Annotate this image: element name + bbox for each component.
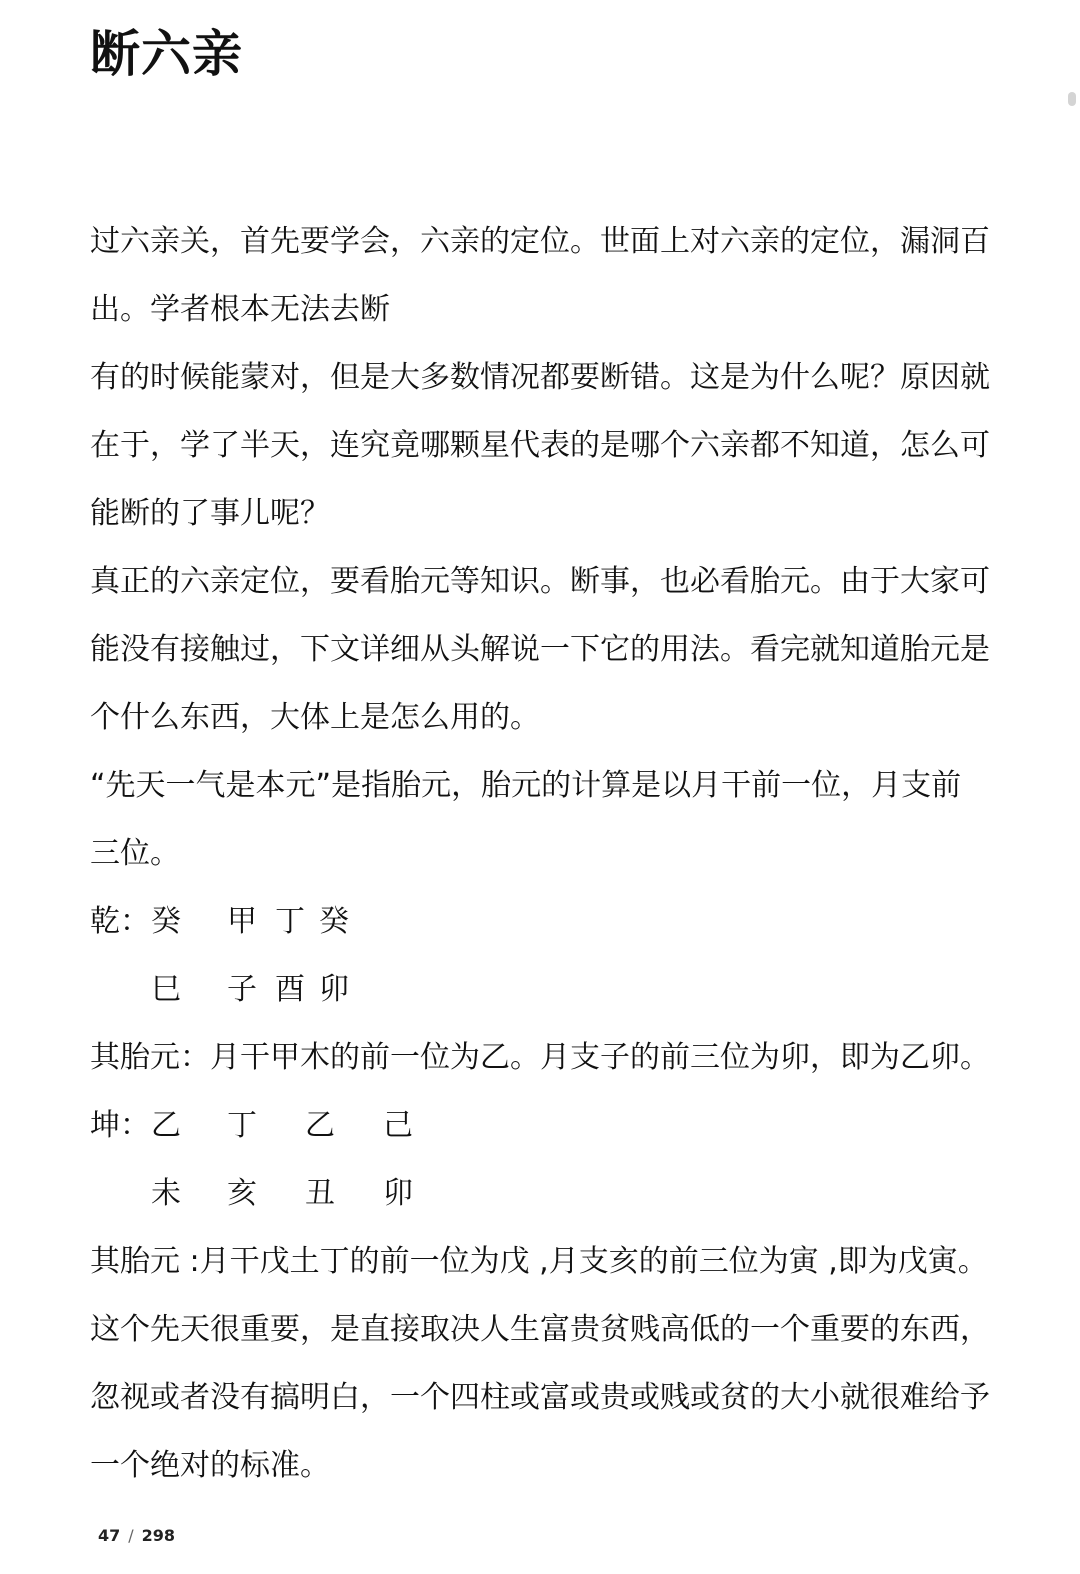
text-line: 其胎元：月干甲木的前一位为乙。月支子的前三位为卯，即为乙卯。	[90, 1040, 990, 1075]
text-line: 忽视或者没有搞明白，一个四柱或富或贵或贱或贫的大小就很难给予	[90, 1380, 990, 1415]
stem-year: 癸	[151, 904, 181, 939]
page-indicator	[98, 1524, 175, 1548]
chart-label-qian: 乾：	[90, 904, 150, 939]
current-page: 47	[98, 1526, 121, 1545]
total-pages: 298	[141, 1526, 176, 1545]
branch-hour: 卯	[383, 1176, 413, 1211]
branch-hour: 卯	[319, 972, 349, 1007]
text-line: 有的时候能蒙对，但是大多数情况都要断错。这是为什么呢？原因就	[90, 360, 990, 395]
bazi-chart-qian-branches	[90, 956, 490, 1024]
branch-month: 子	[227, 972, 257, 1007]
bazi-chart-kun-stems	[90, 1092, 490, 1160]
text-line: 真正的六亲定位，要看胎元等知识。断事，也必看胎元。由于大家可	[90, 564, 990, 599]
branch-year: 巳	[151, 972, 181, 1007]
text-line: 其胎元 :月干戊土丁的前一位为戊 ,月支亥的前三位为寅 ,即为戊寅。	[90, 1244, 988, 1279]
text-line: 在于，学了半天，连究竟哪颗星代表的是哪个六亲都不知道，怎么可	[90, 428, 990, 463]
stem-month: 丁	[227, 1108, 257, 1143]
text-line: 出。学者根本无法去断	[90, 292, 390, 327]
bazi-chart-qian-stems	[90, 888, 490, 956]
stem-hour: 癸	[319, 904, 349, 939]
page-separator: /	[128, 1526, 134, 1545]
chart-label-kun: 坤：	[90, 1108, 150, 1143]
text-line: 能断的了事儿呢？	[90, 496, 330, 531]
text-line: 过六亲关，首先要学会，六亲的定位。世面上对六亲的定位，漏洞百	[90, 224, 990, 259]
branch-year: 未	[151, 1176, 181, 1211]
page-title: 断六亲	[90, 25, 243, 83]
branch-day: 丑	[305, 1176, 335, 1211]
stem-day: 乙	[305, 1108, 335, 1143]
branch-day: 酉	[275, 972, 305, 1007]
text-line: 能没有接触过，下文详细从头解说一下它的用法。看完就知道胎元是	[90, 632, 990, 667]
stem-year: 乙	[151, 1108, 181, 1143]
branch-month: 亥	[227, 1176, 257, 1211]
bazi-chart-kun-branches	[90, 1160, 490, 1228]
stem-day: 丁	[275, 904, 305, 939]
text-line: 一个绝对的标准。	[90, 1448, 330, 1483]
text-line: 三位。	[90, 836, 180, 871]
stem-hour: 己	[383, 1108, 413, 1143]
scrollbar-thumb[interactable]	[1068, 92, 1076, 106]
text-line: “先天一气是本元”是指胎元，胎元的计算是以月干前一位，月支前	[90, 768, 962, 803]
text-line: 个什么东西，大体上是怎么用的。	[90, 700, 540, 735]
text-line: 这个先天很重要，是直接取决人生富贵贫贱高低的一个重要的东西，	[90, 1312, 990, 1347]
stem-month: 甲	[227, 904, 257, 939]
